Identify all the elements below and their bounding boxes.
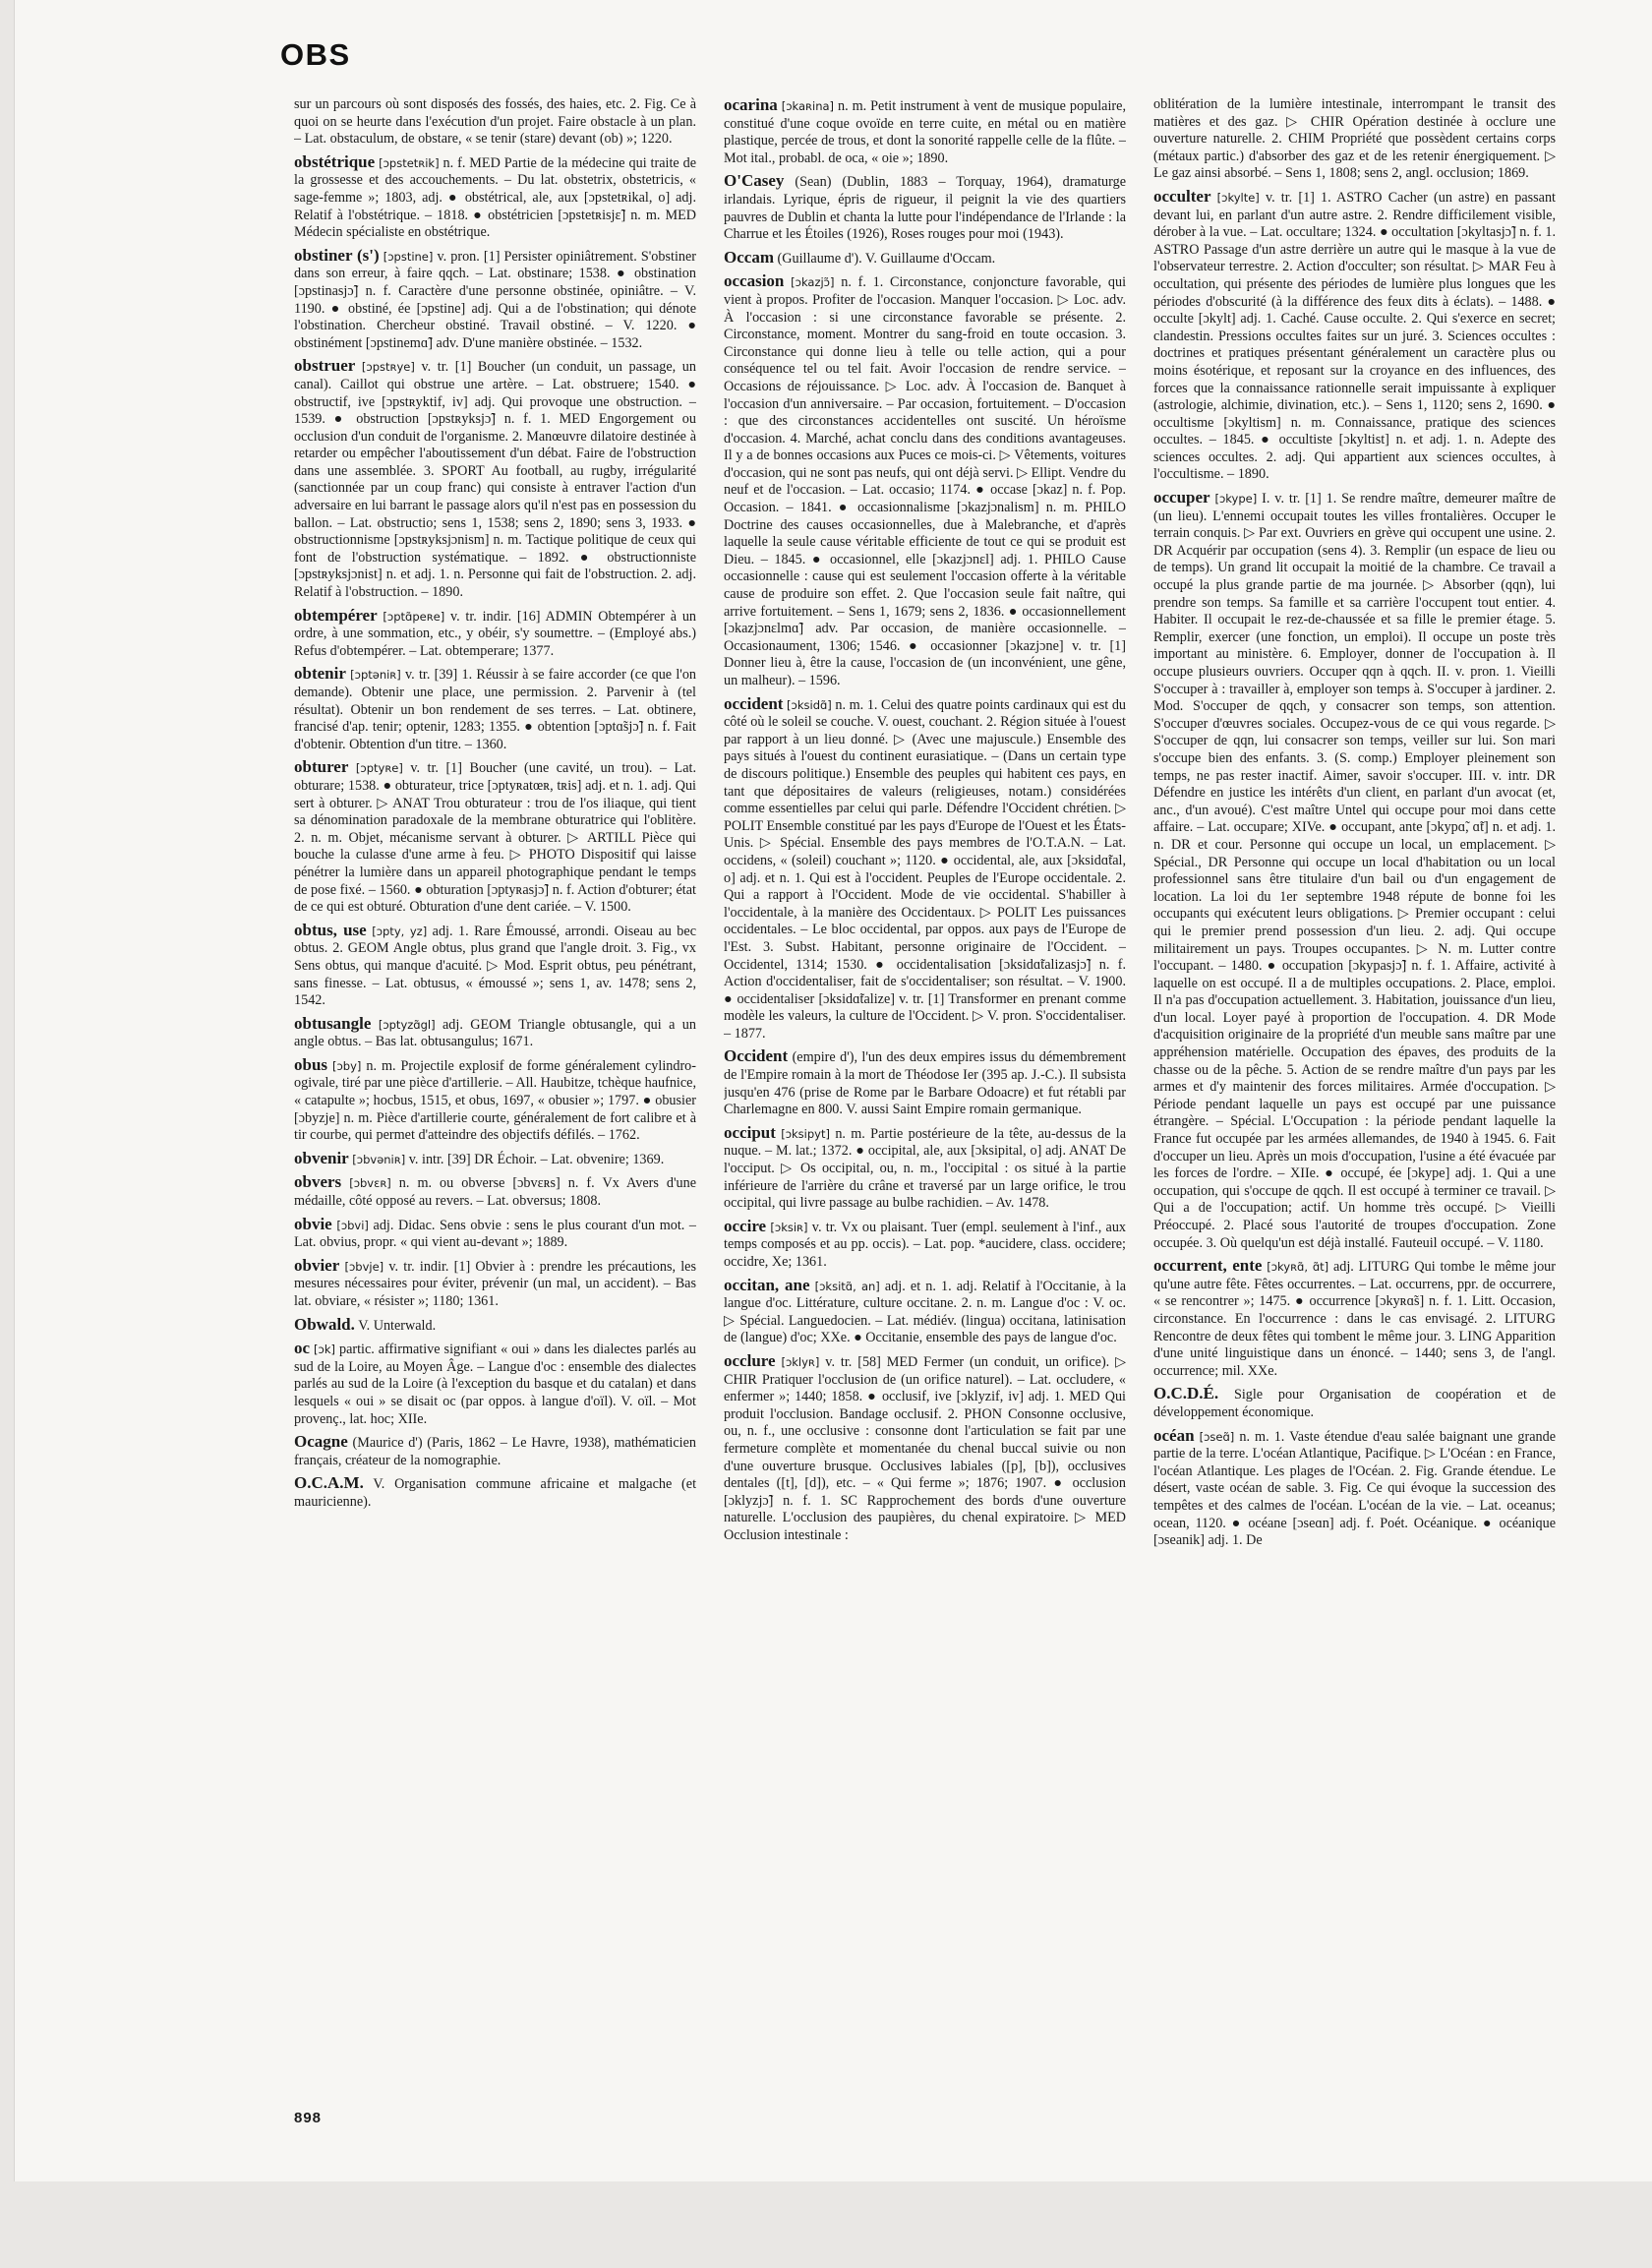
dictionary-entry (294, 1015, 696, 1051)
entry-headword: obvier (294, 1255, 340, 1275)
dictionary-entry (724, 1047, 1126, 1118)
dictionary-entry (294, 1216, 696, 1252)
entry-headword: oc (294, 1339, 311, 1358)
entry-headword: occitan, ane (724, 1275, 810, 1294)
text-columns (294, 96, 1557, 2093)
entry-pronunciation: [ɔpstʀye] (361, 360, 415, 375)
entry-headword: occasion (724, 271, 785, 291)
entry-pronunciation: [ɔpty, yz] (372, 924, 428, 938)
dictionary-entry (294, 1150, 696, 1169)
dictionary-entry (724, 249, 1126, 269)
dictionary-entry (724, 272, 1126, 689)
entry-definition: adj. et n. 1. adj. Relatif à l'Occitanie, à la langue d'oc. Littérature, culture occitane. 2. n. m. Langue d'oc : V. oc. ▷ Spécial. Languedocien. – Lat. médiév. (lingua) occitana, latinisation de (langue) d'oc; XXe. ● Occitanie, ensemble des pays de langue d'oc. (724, 1278, 1126, 1346)
entry-headword: occulter (1153, 186, 1211, 206)
dictionary-entry (294, 1316, 696, 1336)
dictionary-entry (294, 247, 696, 353)
entry-headword: obturer (294, 757, 349, 777)
entry-definition: v. tr. [1] Boucher (un conduit, un passage, un canal). Caillot qui obstrue une artère. – Lat. obstruere; 1540. ● obstructif, ive [ɔpstʀyktif, iv] adj. Qui provoque une obstruction. – 1539. ● obstruction [ɔpstʀyksjɔ̃] n. f. 1. MED Engorgement ou occlusion d'un conduit de l'organisme. 2. Manœuvre dilatoire destinée à retarder ou empêcher l'aboutissement d'un débat. Faire de l'obstruction dans une assemblée. 3. SPORT Au football, au rugby, irrégularité (sanctionnée par un coup franc) qui consiste à entraver l'action d'un adversaire en lui barrant le passage alors qu'il n'est pas en possession du ballon. – Lat. obstructio; sens 1, 1538; sens 2, 1890; sens 3, 1933. ● obstructionnisme [ɔpstʀyksjɔnism] n. m. Tactique politique de ceux qui font de l'obstruction systématique. – 1892. ● obstructionniste [ɔpstʀyksjɔnist] n. et adj. 1. n. Personne qui fait de l'obstruction. 2. adj. Relatif à l'obstruction. – 1890. (294, 359, 696, 601)
entry-headword: occire (724, 1216, 767, 1235)
dictionary-entry (1153, 1427, 1556, 1550)
dictionary-entry (1153, 1385, 1556, 1421)
dictionary-entry (294, 1257, 696, 1311)
dictionary-entry (294, 1433, 696, 1469)
entry-definition: n. m. Projectile explosif de forme généralement cylindro-ogivale, tiré par une pièce d'artillerie. – All. Haubitze, tchèque haufnice, « catapulte »; hocbus, 1515, et obus, 1697, « obusier »; 1797. ● obusier [ɔbyzje] n. m. Pièce d'artillerie courte, généralement de fort calibre et à tir courbe, qui permet d'atteindre des objectifs défilés. – 1762. (294, 1057, 696, 1144)
entry-definition: n. f. MED Partie de la médecine qui traite de la grossesse et des accouchements. – Du lat. obstetrix, obstetricis, « sage-femme »; 1803, adj. ● obstétrical, ale, aux [ɔpstetʀikal, o] adj. Relatif à l'obstétrique. – 1818. ● obstétricien [ɔpstetʀisjɛ̃] n. m. MED Médecin spécialiste en obstétrique. (294, 154, 696, 241)
dictionary-entry (1153, 489, 1556, 1252)
entry-pronunciation: [ɔkype] (1214, 492, 1258, 507)
entry-headword: obtus, use (294, 920, 367, 939)
entry-definition: I. v. tr. [1] 1. Se rendre maître, demeurer maître de (un lieu). L'ennemi occupait toutes les villes frontalières. Occuper le terrain conquis. ▷ Par ext. Ouvriers en grève qui occupent une usine. 2. DR Acquérir par occupation (sens 4). 3. Remplir (un espace de lieu ou de temps). Un grand lit occupait la moitié de la chambre. Ce travail a occupé la plus grande partie de ma journée. ▷ Absorber (qqn), lui prendre son temps. Sa famille et sa carrière l'occupent tout entier. 4. Habiter. Il occupait le rez-de-chaussée et sa fille le premier étage. 5. Remplir, exercer (une fonction, un emploi). Il occupe un poste très important au ministère. 6. Employer, donner de l'occupation à. Il occupe plusieurs ouvriers. Occuper qqn à qqch. II. v. pron. 1. Vieilli S'occuper à : travailler à, employer son temps à. S'occuper à jardiner. 2. Mod. S'occuper de qqch, y consacrer son temps, son attention. S'occuper d'œuvres sociales. Occupez-vous de ce qui vous regarde. ▷ S'occuper de qqn, lui consacrer son temps, veiller sur lui. Son mari s'occupe bien des enfants. 3. (S. comp.) Employer pleinement son temps, ne pas rester inactif. Aimer, savoir s'occuper. III. v. intr. DR Défendre en justice les intérêts d'un client, en parlant d'un avocat (et, anc., d'un avoué). C'est maître Untel qui occupe pour moi dans cette affaire. – Lat. occupare; XIVe. ● occupant, ante [ɔkypɑ̃, ɑ̃t] n. et adj. 1. n. DR et cour. Personne qui occupe un local, un emplacement. ▷ Spécial., DR Personne qui occupe un local d'habitation ou un local professionnel sans être titulaire d'un bail ou d'un engagement de location. La loi du 1er septembre 1948 répute de bonne foi les occupants qui exécutent leurs obligations. ▷ Premier occupant : celui qui le premier prend possession d'un lieu. 2. adj. Qui occupe militairement un pays. Troupes occupantes. ▷ N. m. Lutter contre l'occupant. – 1480. ● occupation [ɔkypasjɔ̃] n. f. 1. Affaire, activité à laquelle on est occupé. Il a de multiples occupations. 2. Place, emploi. Il n'a pas d'occupation actuellement. 3. Habitation, jouissance d'un lieu, d'un local. Loyer payé à proportion de l'occupation. 4. DR Mode d'acquisition originaire de la propriété d'un meuble sans maître par une appréhension matérielle. Occupation des épaves, des produits de la chasse ou de la pêche. 5. Action de se rendre maître d'un pays par les armes et d'y maintenir des forces militaires. Armée d'occupation. ▷ Période pendant laquelle un pays est occupé par une puissance étrangère. – Spécial. L'Occupation : la période pendant laquelle la France fut occupée par les armées allemandes, de 1940 à 1945. 6. Fait d'occuper un lieu. Après un mois d'occupation, l'usine a été évacuée par les forces de l'ordre. – XIIe. ● occupé, ée [ɔkype] adj. 1. Qui a une occupation, qui s'occupe de qqch. Il est occupé à terminer ce travail. ▷ Qui a de l'occupation; actif. Un homme très occupé. ▷ Vieilli Préoccupé. 2. Placé sous l'autorité de troupes d'occupation. Zone occupée. 3. Où quelqu'un est déjà installé. Fauteuil occupé. – V. 1180. (1153, 491, 1556, 1251)
entry-headword: O'Casey (724, 171, 785, 191)
entry-pronunciation: [ɔksitɑ̃, an] (814, 1279, 880, 1293)
entry-headword: Ocagne (294, 1432, 348, 1452)
dictionary-entry (724, 1277, 1126, 1347)
dictionary-entry (294, 1173, 696, 1210)
entry-headword: obtusangle (294, 1013, 372, 1033)
entry-pronunciation: [ɔby] (331, 1058, 362, 1073)
dictionary-entry (294, 1474, 696, 1511)
entry-definition: (Guillaume d'). V. Guillaume d'Occam. (777, 250, 996, 267)
dictionary-entry (724, 1218, 1126, 1272)
entry-headword: obvers (294, 1172, 342, 1192)
entry-pronunciation: [ɔptəniʀ] (350, 668, 401, 683)
entry-headword: obstruer (294, 356, 356, 376)
dictionary-entry (724, 1124, 1126, 1213)
entry-headword: Occident (724, 1046, 789, 1066)
entry-headword: obtempérer (294, 605, 378, 625)
entry-definition: v. tr. indir. [1] Obvier à : prendre les précautions, les mesures nécessaires pour éviter, prévenir (un mal, un accident). – Bas lat. obviare, « résister »; 1180; 1361. (294, 1258, 696, 1309)
entry-headword: obvie (294, 1214, 332, 1233)
entry-pronunciation: [ɔksidɑ̃] (787, 697, 832, 712)
entry-definition: n. f. 1. Circonstance, conjoncture favorable, qui vient à propos. Profiter de l'occasion. Manquer l'occasion. ▷ Loc. adv. À l'occasion : si une circonstance favorable se présente. 2. Circonstance, moment. Montrer du sang-froid en toute occasion. 3. Circonstance qui donne lieu à telle ou telle action, qui a pour conséquence tel ou tel fait. Avoir l'occasion de rendre service. – Occasions de réjouissance. ▷ Loc. adv. À l'occasion de. Banquet à l'occasion d'un anniversaire. – Par occasion, fortuitement. – D'occasion : que des circonstances accidentelles ont suscité. Un héroïsme d'occasion. 4. Marché, achat conclu dans des conditions avantageuses. Il y a de bonnes occasions aux Puces ce mois-ci. ▷ Vêtements, voitures d'occasion, qui ne sont pas neufs, qui ont déjà servi. ▷ Ellipt. Vendre du neuf et de l'occasion. – Lat. occasio; 1174. ● occase [ɔkaz] n. f. Pop. Occasion. – 1841. ● occasionnalisme [ɔkazjɔnalism] n. m. PHILO Doctrine des causes occasionnelles, due à Malebranche, et d'après laquelle la seule cause véritable efficiente de tout ce qui se produit est Dieu. – 1845. ● occasionnel, elle [ɔkazjɔnɛl] adj. 1. PHILO Cause occasionnelle : cause qui est seulement l'occasion offerte à la véritable cause de produire son effet. 2. Que l'occasion seule fait naître, qui arrive fortuitement. – Sens 1, 1679; sens 2, 1836. ● occasionnellement [ɔkazjɔnɛlmɑ̃] adv. Par occasion, de manière occasionnelle. – Occasionaument, 1306; 1546. ● occasionner [ɔkazjɔne] v. tr. [1] Donner lieu à, être la cause, l'occasion de (un inconvénient, une gêne, un malheur). – 1596. (724, 274, 1126, 688)
entry-definition: (Maurice d') (Paris, 1862 – Le Havre, 1938), mathématicien français, créateur de la nomographie. (294, 1435, 696, 1468)
entry-pronunciation: [ɔbvɛʀ] (349, 1176, 391, 1191)
entry-definition: n. m. Partie postérieure de la tête, au-dessus de la nuque. – M. lat.; 1372. ● occipital, ale, aux [ɔksipital, o] adj. ANAT De l'occiput. ▷ Os occipital, ou, n. m., l'occipital : os situé à la partie inférieure de l'arrière du crâne et traversé par un large orifice, le trou occipital, qui livre passage au bulbe rachidien. – Av. 1478. (724, 1125, 1126, 1212)
entry-definition: v. tr. [1] Boucher (une cavité, un trou). – Lat. obturare; 1538. ● obturateur, trice [ɔptyʀatœʀ, tʀis] adj. et n. 1. adj. Qui sert à obturer. ▷ ANAT Trou obturateur : trou de l'os iliaque, qui tient sa dénomination paradoxale de la membrane obturatrice qui l'oblitère. 2. n. m. Objet, mécanisme servant à obturer. ▷ ARTILL Pièce qui bouche la culasse d'une arme à feu. ▷ PHOTO Dispositif qui laisse pénétrer la lumière dans un appareil photographique pendant le temps de pose fixé. – 1560. ● obturation [ɔptyʀasjɔ̃] n. f. Action d'obturer; état de ce qui est obturé. Obturation d'une dent cariée. – V. 1500. (294, 760, 696, 916)
dictionary-entry (294, 96, 696, 149)
running-head: OBS (280, 37, 351, 72)
entry-headword: occiput (724, 1122, 776, 1142)
entry-pronunciation: [ɔk] (314, 1343, 335, 1357)
column-1 (294, 96, 696, 2093)
entry-definition: Sigle pour Organisation de coopération et de développement économique. (1153, 1387, 1556, 1420)
entry-headword: Obwald. (294, 1314, 355, 1334)
entry-definition: adj. GEOM Triangle obtusangle, qui a un angle obtus. – Bas lat. obtusangulus; 1671. (294, 1016, 696, 1050)
dictionary-entry (294, 758, 696, 916)
entry-definition: adj. LITURG Qui tombe le même jour qu'une autre fête. Fêtes occurrentes. – Lat. occurrens, ppr. de occurrere, « se rencontrer »; 1475. ● occurrence [ɔkyʀɑ̃s] n. f. 1. Litt. Occasion, circonstance. En l'occurrence : dans le cas envisagé. 2. LITURG Rencontre de deux fêtes qui tombent le même jour. 3. LING Apparition d'une unité linguistique dans un énoncé. – 1440; sens 3, de l'angl. occurrence; mil. XXe. (1153, 1259, 1556, 1379)
entry-pronunciation: [ɔksiʀ] (770, 1220, 808, 1234)
entry-definition: adj. Didac. Sens obvie : sens le plus courant d'un mot. – Lat. obvius, propr. « qui vient au-devant »; 1889. (294, 1217, 696, 1251)
entry-definition: v. tr. [58] MED Fermer (un conduit, un orifice). ▷ CHIR Pratiquer l'occlusion de (un orifice naturel). – Lat. occludere, « enfermer »; 1440; 1858. ● occlusif, ive [ɔklyzif, iv] adj. 1. MED Qui produit l'occlusion. Bandage occlusif. 2. PHON Consonne occlusive, ou, n. f., une occlusive : consonne dont l'articulation se fait par une fermeture complète et momentanée du chenal buccal suivie ou non d'une ouverture brusque. Occlusives labiales ([p], [b]), occlusives dentales ([t], [d]), etc. – « Qui ferme »; 1876; 1907. ● occlusion [ɔklyzjɔ̃] n. f. 1. SC Rapprochement des bords d'une ouverture naturelle. L'occlusion des paupières, du chenal expiratoire. ▷ MED Occlusion intestinale : (724, 1353, 1126, 1543)
entry-pronunciation: [ɔkyʀɑ̃, ɑ̃t] (1267, 1260, 1329, 1275)
entry-pronunciation: [ɔkazjɔ̃] (791, 275, 835, 290)
entry-pronunciation: [ɔptyʀe] (355, 761, 403, 776)
column-3 (1153, 96, 1556, 2093)
entry-definition: v. intr. [39] DR Échoir. – Lat. obvenire; 1369. (408, 1151, 665, 1167)
dictionary-entry (294, 665, 696, 753)
entry-headword: obstétrique (294, 151, 376, 171)
entry-definition: partic. affirmative signifiant « oui » dans les dialectes parlés au sud de la Loire, au Moyen Âge. – Langue d'oc : ensemble des dialectes parlés au sud de la Loire (à l'exception du basque et du catalan) et dans lesquels « oui » se disait oc (par oppos. à langue d'oïl). V. oïl. – Mot provenç., lat. hoc; XIIe. (294, 1342, 696, 1427)
dictionary-entry (724, 96, 1126, 167)
dictionary-entry (294, 1340, 696, 1428)
entry-headword: Occam (724, 247, 774, 267)
entry-definition: (empire d'), l'un des deux empires issus du démembrement de l'Empire romain à la mort de Théodose Ier (395 ap. J.-C.). Il subsista jusqu'en 476 (prise de Rome par le Barbare Odoacre) et fut rétabli par Charlemagne en 800. V. aussi Saint Empire romain germanique. (724, 1049, 1126, 1118)
dictionary-page (14, 0, 1652, 2181)
dictionary-entry (294, 607, 696, 661)
dictionary-entry (724, 172, 1126, 243)
entry-headword: obvenir (294, 1148, 349, 1167)
entry-definition: v. tr. [1] 1. ASTRO Cacher (un astre) en passant devant lui, en parlant d'un autre astre. 2. Rendre difficilement visible, dérober à la vue. – Lat. occultare; 1324. ● occultation [ɔkyltasjɔ̃] n. f. 1. ASTRO Passage d'un astre derrière un autre qui le masque à la vue de l'observateur terrestre. 2. Action d'occulter; son résultat. ▷ MAR Feu à occultation, qui présente des périodes de lumière plus longues que les périodes d'obscurité (à la différence des feux dits à éclats). – 1488. ● occulte [ɔkylt] adj. 1. Caché. Cause occulte. 2. Qui s'exerce en secret; clandestin. Pressions occultes faites sur un juré. 3. Sciences occultes : doctrines et pratiques présentant généralement un caractère plus ou moins ésotérique, et reposant sur la croyance en des influences, des forces que la connaissance rationnelle serait impuissante à expliquer (astrologie, alchimie, divination, etc.). – Sens 1, 1120; sens 2, 1690. ● occultisme [ɔkyltism] n. m. Connaissance, pratique des sciences occultes. – 1845. ● occultiste [ɔkyltist] n. et adj. 1. n. Adepte des sciences occultes. 2. adj. Qui appartient aux sciences occultes, à l'occultisme. – 1890. (1153, 189, 1556, 483)
entry-headword: océan (1153, 1425, 1195, 1445)
entry-headword: obtenir (294, 664, 346, 684)
dictionary-entry (724, 695, 1126, 1044)
entry-headword: obus (294, 1054, 328, 1074)
entry-definition: adj. 1. Rare Émoussé, arrondi. Oiseau au bec obtus. 2. GEOM Angle obtus, plus grand que l'angle droit. 3. Fig., vx Sens obtus, qui manque d'acuité. ▷ Mod. Esprit obtus, peu pénétrant, sans finesse. – Lat. obtusus, « émoussé »; sens 1, av. 1478; sens 2, 1542. (294, 923, 696, 1009)
dictionary-entry (294, 1056, 696, 1145)
entry-definition: sur un parcours où sont disposés des fossés, des haies, etc. 2. Fig. Ce à quoi on se heurte dans l'exécution d'un projet. Faire obstacle à un plan. – Lat. obstaculum, de obstare, « se tenir (stare) devant (ob) »; 1220. (294, 96, 696, 148)
entry-headword: O.C.A.M. (294, 1473, 364, 1493)
entry-definition: (Sean) (Dublin, 1883 – Torquay, 1964), dramaturge irlandais. Lyrique, épris de rigueur, il peignit la vie des quartiers pauvres de Dublin et chanta la lutte pour l'indépendance de l'Irlande : la Charrue et les Étoiles (1926), Roses rouges pour moi (1943). (724, 174, 1126, 243)
entry-definition: oblitération de la lumière intestinale, interrompant le transit des matières et des gaz. ▷ CHIR Opération destinée à occlure une ouverture naturelle. 2. CHIM Propriété que possèdent certains corps (métaux partic.) d'absorber des gaz et de les retenir énergiquement. ▷ Le gaz ainsi absorbé. – Sens 1, 1808; sens 2, angl. occlusion; 1869. (1153, 96, 1556, 182)
entry-definition: V. Unterwald. (358, 1317, 437, 1334)
entry-headword: occuper (1153, 488, 1210, 507)
dictionary-entry (1153, 1257, 1556, 1380)
entry-pronunciation: [ɔksipyt] (781, 1126, 830, 1141)
entry-definition: v. tr. [39] 1. Réussir à se faire accorder (ce que l'on demande). Obtenir une place, une permission. 2. Parvenir à (tel résultat). Obtenir un bon rendement de ses terres. – Lat. obtinere, francisé d'ap. tenir; optenir, 1283; 1355. ● obtention [ɔptɑ̃sjɔ̃] n. f. Fait d'obtenir. Obtention d'un titre. – 1360. (294, 667, 696, 752)
entry-headword: occlure (724, 1350, 776, 1370)
entry-headword: occident (724, 693, 784, 713)
entry-headword: occurrent, ente (1153, 1256, 1263, 1276)
entry-definition: n. m. ou obverse [ɔbvɛʀs] n. f. Vx Avers d'une médaille, côté opposé au revers. – Lat. obversus; 1808. (294, 1175, 696, 1210)
entry-pronunciation: [ɔkylte] (1216, 190, 1260, 205)
page-number: 898 (294, 2110, 323, 2126)
dictionary-entry (1153, 188, 1556, 484)
dictionary-entry (294, 153, 696, 242)
entry-pronunciation: [ɔbvje] (344, 1259, 384, 1274)
entry-pronunciation: [ɔbvi] (336, 1218, 369, 1232)
entry-definition: V. Organisation commune africaine et malgache (et mauricienne). (294, 1476, 696, 1510)
entry-headword: ocarina (724, 96, 778, 114)
entry-pronunciation: [ɔpstetʀik] (379, 155, 440, 170)
entry-pronunciation: [ɔptyzɑ̃gl] (378, 1017, 436, 1032)
entry-pronunciation: [ɔbvəniʀ] (352, 1152, 406, 1166)
dictionary-entry (1153, 96, 1556, 183)
entry-pronunciation: [ɔptɑ̃peʀe] (383, 609, 445, 624)
dictionary-entry (294, 922, 696, 1010)
dictionary-entry (724, 1352, 1126, 1545)
dictionary-entry (294, 357, 696, 601)
column-2 (724, 96, 1126, 2093)
entry-definition: v. pron. [1] Persister opiniâtrement. S'obstiner dans son erreur, à faire qqch. – Lat. obstinare; 1538. ● obstination [ɔpstinasjɔ̃] n. f. Caractère d'une personne obstinée, opiniâtre. – V. 1190. ● obstiné, ée [ɔpstine] adj. Qui a de l'obstination; qui dénote l'obstination. Chercheur obstiné. Travail obstiné. – V. 1220. ● obstinément [ɔpstinemɑ̃] adv. D'une manière obstinée. – 1532. (294, 248, 696, 351)
entry-definition: n. m. 1. Vaste étendue d'eau salée baignant une grande partie de la terre. L'océan Atlantique, Pacifique. ▷ L'Océan : en France, l'océan Atlantique. Les plages de l'Océan. 2. Fig. Grande étendue. Le désert, vaste océan de sable. 3. Fig. Ce qui évoque la succession des tempêtes et des calmes de l'océan. L'océan de la vie. – Lat. oceanus; ocean, 1120. ● océane [ɔseɑn] adj. f. Poét. Océanique. ● océanique [ɔseanik] adj. 1. De (1153, 1428, 1556, 1549)
entry-definition: v. tr. Vx ou plaisant. Tuer (empl. seulement à l'inf., aux temps composés et au pp. occis). – Lat. pop. *aucidere, class. occidere; occidre, Xe; 1361. (724, 1219, 1126, 1270)
entry-pronunciation: [ɔkaʀina] (781, 99, 835, 113)
entry-pronunciation: [ɔklyʀ] (781, 1354, 820, 1369)
entry-headword: O.C.D.É. (1153, 1384, 1219, 1403)
entry-definition: v. tr. indir. [16] ADMIN Obtempérer à un ordre, à une sommation, etc., y obéir, s'y soumettre. – (Employé abs.) Refus d'obtempérer. – Lat. obtemperare; 1377. (294, 608, 696, 659)
entry-headword: obstiner (s') (294, 245, 380, 265)
entry-pronunciation: [ɔpstine] (383, 249, 434, 264)
entry-pronunciation: [ɔseɑ̃] (1199, 1429, 1235, 1444)
entry-definition: n. m. Petit instrument à vent de musique populaire, constitué d'une coque ovoïde en terre cuite, en métal ou en matière plastique, percée de trous, et dont la sonorité rappelle celle de la flûte. – Mot ital., probabl. de oca, « oie »; 1890. (724, 98, 1126, 166)
entry-definition: n. m. 1. Celui des quatre points cardinaux qui est du côté où le soleil se couche. V. ouest, couchant. 2. Région située à l'ouest par rapport à un lieu donné. ▷ (Avec une majuscule.) Ensemble des pays situés à l'ouest du continent eurasiatique. – (Dans un certain type de discours politique.) Ensemble des peuples qui habitent ces pays, en tant que dépositaires de valeurs (religieuses, notam.) considérées comme essentielles par celui qui parle. Défendre l'Occident chrétien. ▷ POLIT Ensemble constitué par les pays d'Europe de l'Ouest et les États-Unis. ▷ Spécial. Ensemble des pays membres de l'O.T.A.N. – Lat. occidens, « (soleil) couchant »; 1120. ● occidental, ale, aux [ɔksidɑ̃tal, o] adj. et n. 1. Qui est à l'occident. Peuples de l'Europe occidentale. 2. Qui a rapport à l'Occident. Mode de vie occidental. S'habiller à l'occidentale, à la manière des Occidentaux. ▷ POLIT Les puissances occidentales. – Le bloc occidental, par oppos. aux pays de l'Europe de l'Est. 3. Subst. Habitant, personne originaire de l'Occident. – Occidentel, 1314; 1530. ● occidentalisation [ɔksidɑ̃talizasjɔ̃] n. f. Action d'occidentaliser, fait de s'occidentaliser; son résultat. – V. 1900. ● occidentaliser [ɔksidɑ̃talize] v. tr. [1] Transformer en prenant comme modèle les valeurs, la culture de l'Occident. ▷ V. pron. S'occidentaliser. – 1877. (724, 696, 1126, 1042)
